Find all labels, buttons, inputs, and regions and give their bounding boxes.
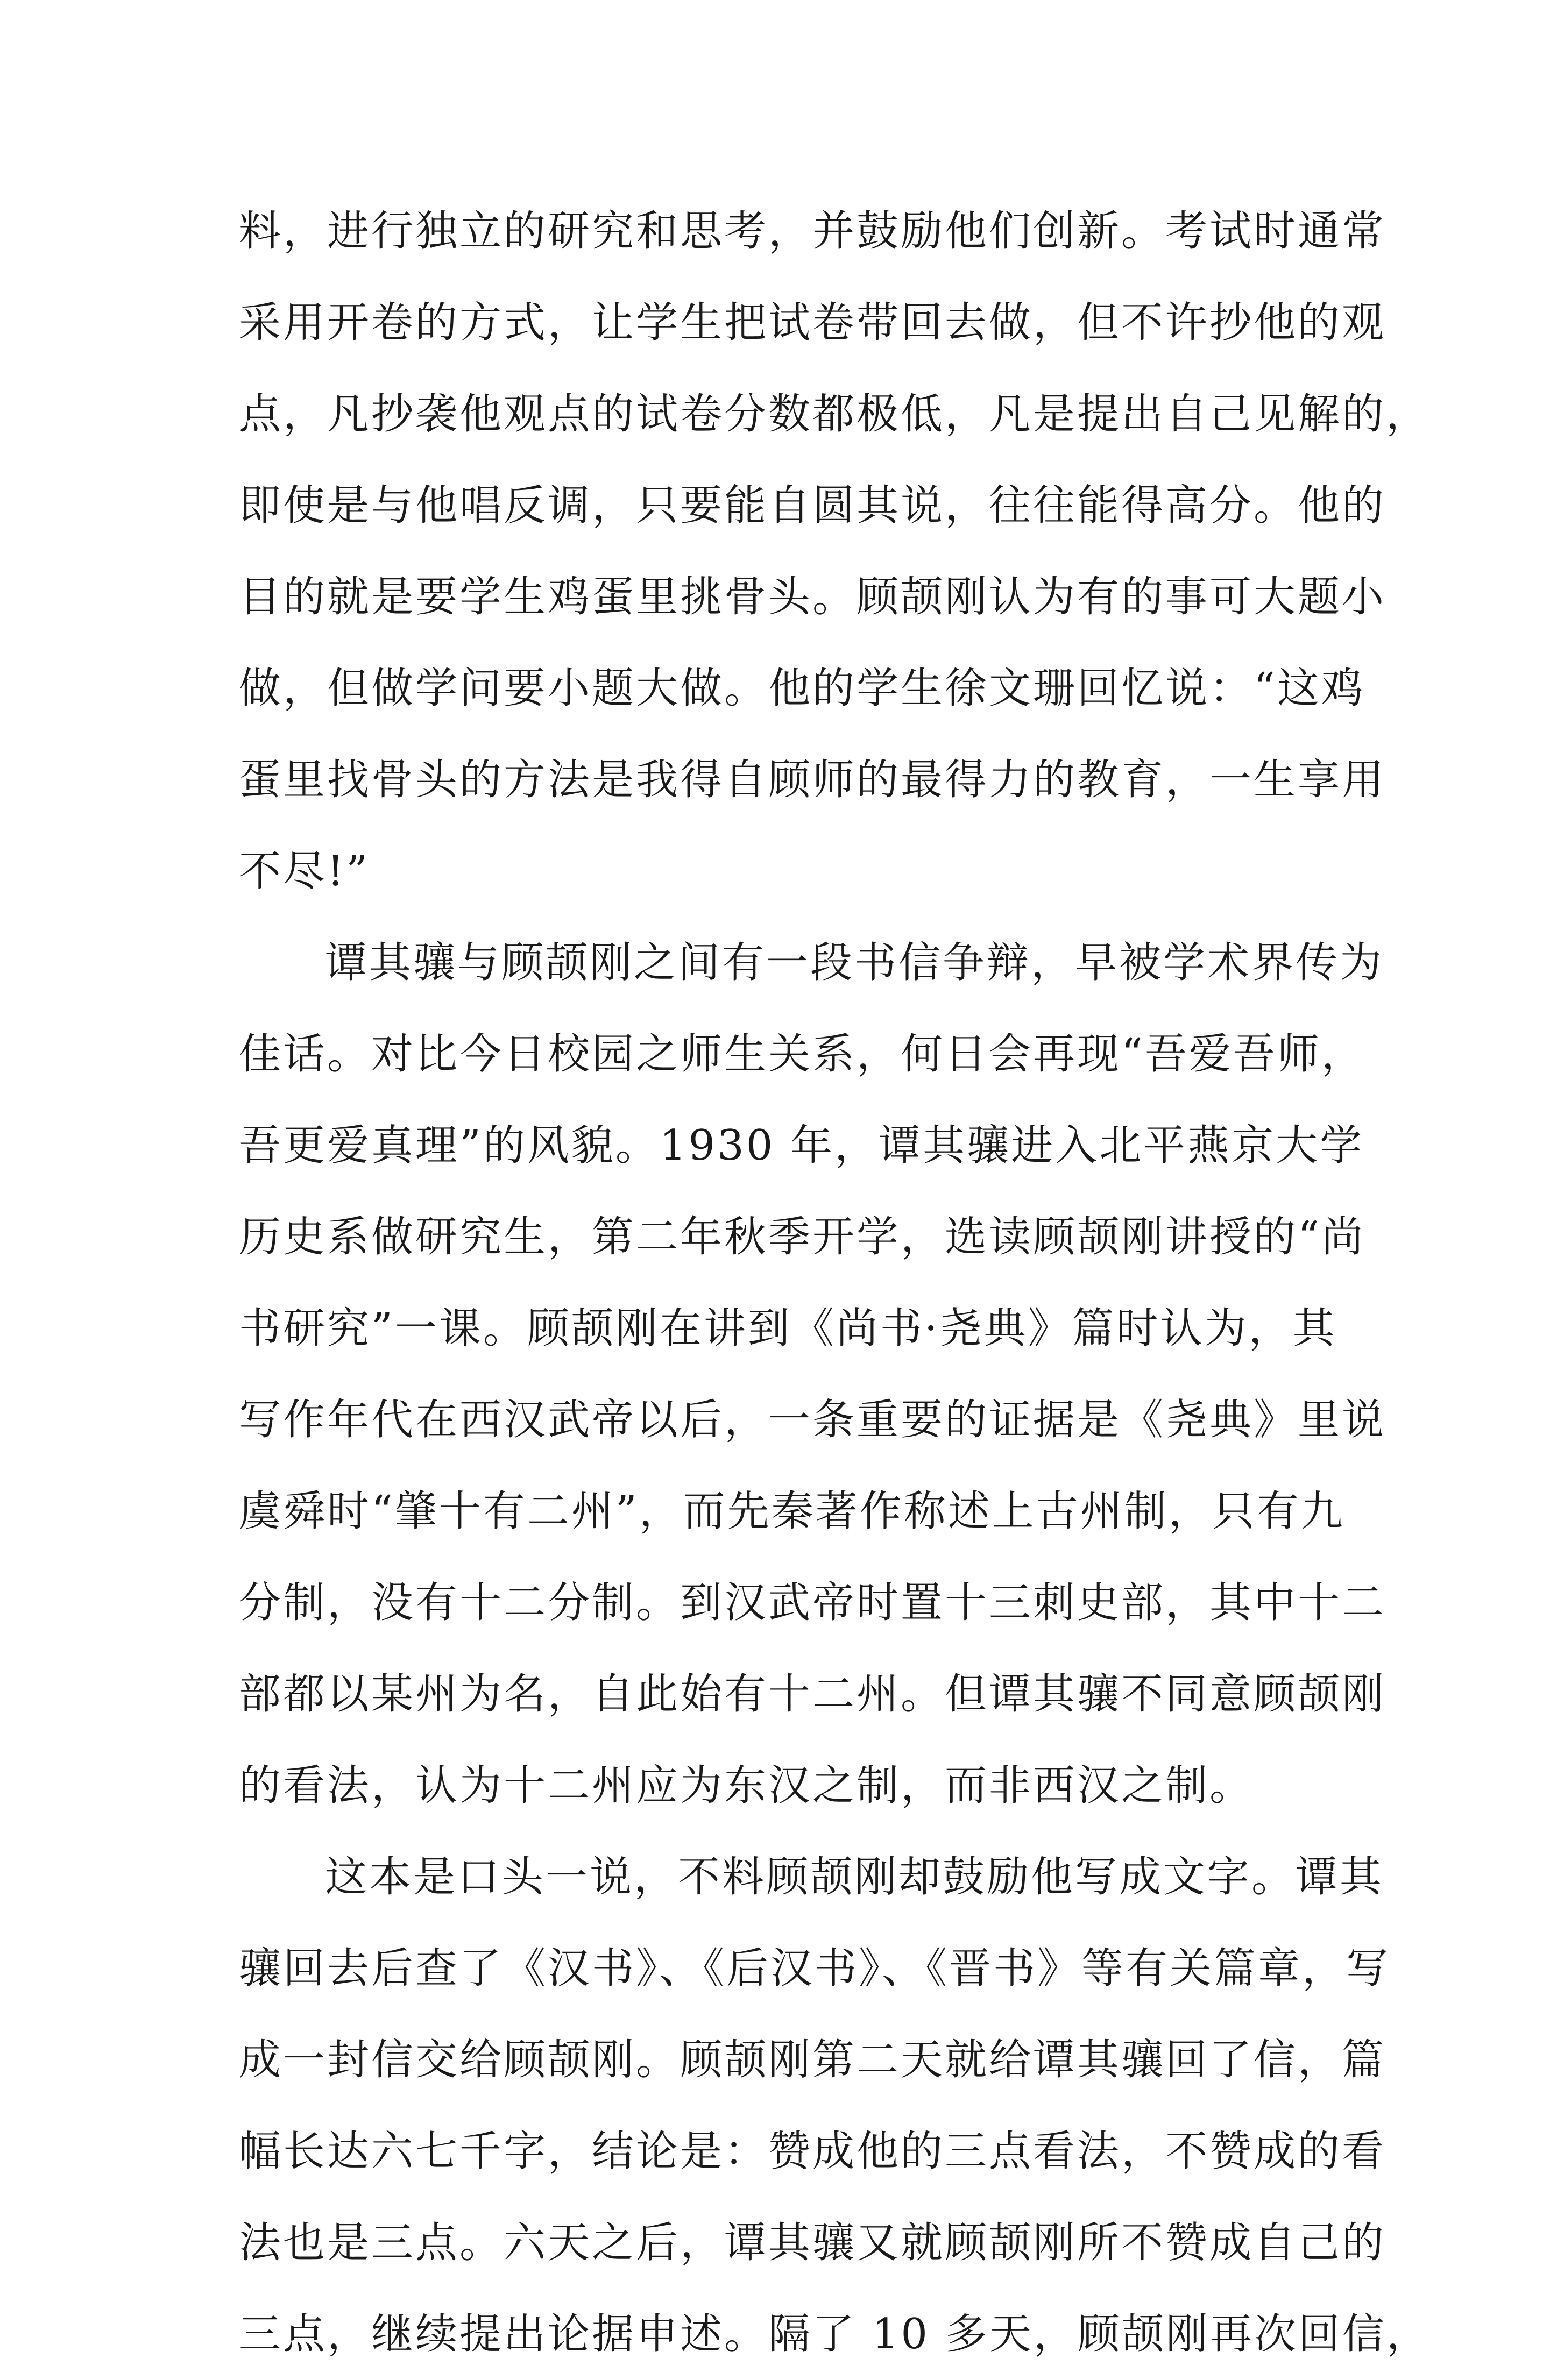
paragraph-2-line-8: 分制，没有十二分制。到汉武帝时置十三刺史部，其中十二 bbox=[239, 1579, 1386, 1627]
paragraph-1-line-6: 做，但做学问要小题大做。他的学生徐文珊回忆说：“这鸡 bbox=[239, 664, 1365, 713]
paragraph-3-line-6: 三点，继续提出论据申述。隔了 10 多天，顾颉刚再次回信， bbox=[239, 2310, 1431, 2358]
paragraph-1-line-1: 料，进行独立的研究和思考，并鼓励他们创新。考试时通常 bbox=[239, 207, 1386, 255]
paragraph-3-line-1: 这本是口头一说，不料顾颉刚却鼓励他写成文字。谭其 bbox=[325, 1853, 1384, 1901]
paragraph-2-line-9: 部都以某州为名，自此始有十二州。但谭其骧不同意顾颉刚 bbox=[239, 1670, 1386, 1718]
paragraph-2-line-1: 谭其骧与顾颉刚之间有一段书信争辩，早被学术界传为 bbox=[325, 939, 1384, 987]
paragraph-2-line-10: 的看法，认为十二州应为东汉之制，而非西汉之制。 bbox=[239, 1761, 1254, 1810]
paragraph-1-line-4: 即使是与他唱反调，只要能自圆其说，往往能得高分。他的 bbox=[239, 481, 1386, 530]
paragraph-2-line-6: 写作年代在西汉武帝以后，一条重要的证据是《尧典》里说 bbox=[239, 1396, 1386, 1444]
paragraph-1-line-5: 目的就是要学生鸡蛋里挑骨头。顾颉刚认为有的事可大题小 bbox=[239, 573, 1386, 621]
paragraph-2-line-4: 历史系做研究生，第二年秋季开学，选读顾颉刚讲授的“尚 bbox=[239, 1213, 1365, 1261]
paragraph-2-line-2: 佳话。对比今日校园之师生关系，何日会再现“吾爱吾师， bbox=[239, 1030, 1365, 1078]
paragraph-2-line-3: 吾更爱真理”的风貌。1930 年，谭其骧进入北平燕京大学 bbox=[239, 1121, 1364, 1170]
paragraph-3-line-3: 成一封信交给顾颉刚。顾颉刚第二天就给谭其骧回了信，篇 bbox=[239, 2036, 1386, 2084]
paragraph-1-line-3: 点，凡抄袭他观点的试卷分数都极低，凡是提出自己见解的， bbox=[239, 390, 1431, 438]
paragraph-1-line-7: 蛋里找骨头的方法是我得自顾师的最得力的教育，一生享用 bbox=[239, 756, 1386, 804]
paragraph-3-line-2: 骧回去后查了《汉书》、《后汉书》、《晋书》等有关篇章，写 bbox=[239, 1944, 1391, 1993]
body-text bbox=[239, 186, 1431, 2380]
paragraph-3-line-4: 幅长达六七千字，结论是：赞成他的三点看法，不赞成的看 bbox=[239, 2127, 1386, 2176]
paragraph-1-line-8: 不尽!” bbox=[239, 847, 370, 896]
paragraph-2-line-5: 书研究”一课。顾颉刚在讲到《尚书·尧典》篇时认为，其 bbox=[239, 1304, 1337, 1353]
paragraph-1-line-2: 采用开卷的方式，让学生把试卷带回去做，但不许抄他的观 bbox=[239, 299, 1386, 347]
paragraph-2-line-7: 虞舜时“肇十有二州”，而先秦著作称述上古州制，只有九 bbox=[239, 1487, 1345, 1536]
paragraph-3-line-5: 法也是三点。六天之后，谭其骧又就顾颉刚所不赞成自己的 bbox=[239, 2219, 1386, 2267]
